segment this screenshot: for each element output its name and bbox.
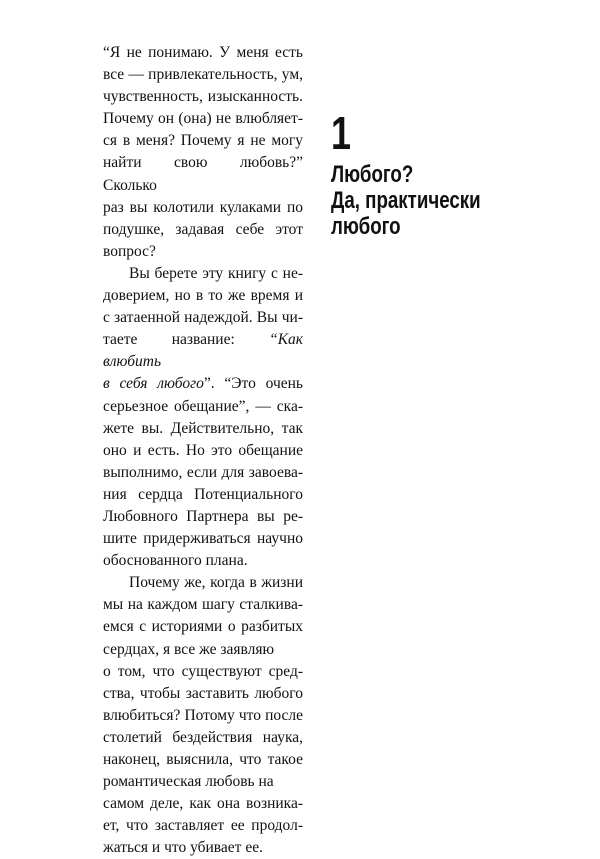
text-line: раз вы колотили кулаками по — [103, 198, 303, 216]
text-line: влюбиться? Потому что после — [103, 706, 303, 724]
text-line: Вы берете эту книгу с не- — [129, 264, 303, 282]
text-line: Любовного Партнера вы ре- — [103, 507, 303, 525]
text-line: ния сердца Потенциального — [103, 485, 303, 503]
italic-book-title: “Как влюбить — [103, 331, 303, 371]
chapter-title-line: любого — [331, 213, 401, 240]
text-line: Почему он (она) не влюбляет- — [103, 110, 303, 128]
text-line: обоснованного плана. — [103, 552, 248, 570]
text-line: сердцах, я все же заявляю — [103, 640, 275, 658]
text-line: серьезное обещание”, — ска- — [103, 397, 303, 415]
text-line: шите придерживаться научно — [103, 530, 303, 548]
text-line: чувственность, изысканность. — [103, 88, 303, 106]
text-line: столетий бездействия наука, — [103, 728, 303, 746]
text-line-with-italic — [103, 373, 303, 395]
text-fragment: ”. “Это очень — [203, 375, 303, 393]
text-line: романтическая любовь на — [103, 773, 274, 791]
text-line-with-italic — [103, 329, 303, 373]
text-line: жете вы. Действительно, так — [103, 419, 303, 437]
text-line: мы на каждом шагу сталкива- — [103, 596, 303, 614]
text-line: с затаенной надеждой. Вы чи- — [103, 309, 303, 327]
text-line: ся в меня? Почему я не могу — [103, 132, 303, 150]
text-line: вопрос? — [103, 242, 156, 260]
body-text — [103, 42, 303, 859]
text-line: емся с историями о разбитых — [103, 618, 303, 636]
italic-book-title: в себя любого — [103, 375, 204, 393]
text-line: ет, что заставляет ее продол- — [103, 817, 303, 835]
text-line: найти свою любовь?” Сколько — [103, 154, 303, 194]
chapter-heading — [331, 107, 531, 240]
text-line: Почему же, когда в жизни — [129, 574, 303, 592]
text-fragment: таете название: — [103, 331, 270, 349]
text-line: о том, что существуют сред- — [103, 662, 303, 680]
text-line: выполнимо, если для завоева- — [103, 463, 303, 481]
text-line: жаться и что убивает ее. — [103, 839, 263, 857]
chapter-title-line: Любого? — [331, 161, 414, 188]
text-line: доверием, но в то же время и — [103, 287, 303, 305]
chapter-title — [331, 162, 487, 240]
text-line: наконец, выяснила, что такое — [103, 751, 303, 768]
chapter-title-line: Да, практически — [331, 187, 481, 214]
text-line: “Я не понимаю. У меня есть — [103, 44, 303, 61]
text-line: самом деле, как она возника- — [103, 795, 303, 813]
text-line: оно и есть. Но это обещание — [103, 441, 303, 459]
text-line: все — привлекательность, ум, — [103, 66, 303, 84]
text-line: подушке, задавая себе этот — [103, 220, 303, 238]
chapter-number: 1 — [331, 107, 351, 159]
text-line: ства, чтобы заставить любого — [103, 684, 303, 702]
